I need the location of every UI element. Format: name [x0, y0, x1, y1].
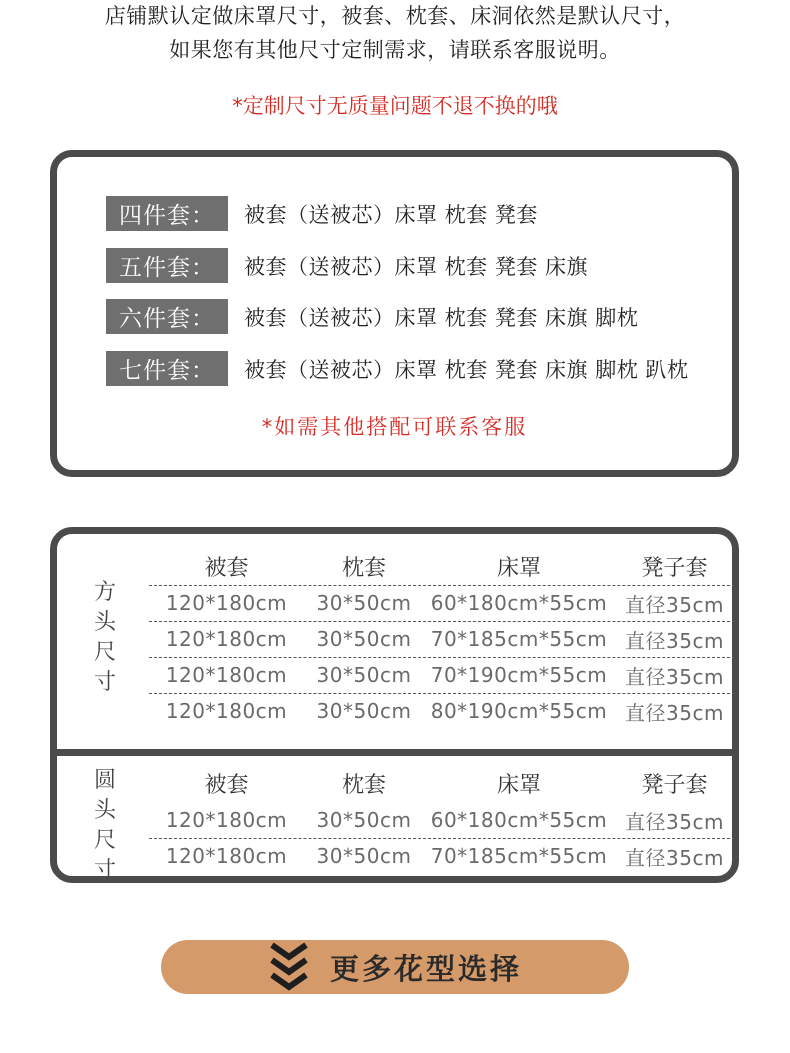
set-badge: 七件套： [106, 351, 228, 386]
set-badge: 四件套： [106, 196, 228, 231]
header-stool-cover: 凳子套 [641, 555, 708, 581]
more-patterns-button[interactable] [161, 940, 629, 994]
intro-line-1: 店铺默认定做床罩尺寸，被套、枕套、床洞依然是默认尺寸， [104, 4, 686, 28]
round-head-size-label: 圆 头 尺 寸 [93, 768, 116, 883]
cell-stool-size: 直径35cm [625, 628, 724, 653]
set-row-seven [106, 351, 688, 386]
cell-bedspread-size: 60*180cm*55cm [430, 808, 608, 832]
more-patterns-label: 更多花型选择 [329, 951, 522, 986]
cell-duvet-size: 120*180cm [165, 591, 288, 615]
header-pillowcase: 枕套 [341, 555, 386, 581]
round-size-table [149, 764, 735, 874]
cell-duvet-size: 120*180cm [165, 808, 288, 832]
header-duvet-cover: 被套 [204, 772, 249, 798]
set-options-card [50, 150, 739, 477]
cell-pillow-size: 30*50cm [316, 808, 412, 832]
cell-bedspread-size: 60*180cm*55cm [430, 591, 608, 615]
cell-pillow-size: 30*50cm [316, 844, 412, 868]
chevron-double-down-icon [268, 941, 310, 993]
table-row [149, 802, 735, 838]
header-pillowcase: 枕套 [341, 772, 386, 798]
table-row [149, 657, 735, 693]
table-row [149, 585, 735, 621]
table-row [149, 621, 735, 657]
cell-duvet-size: 120*180cm [165, 627, 288, 651]
square-head-size-label: 方 头 尺 寸 [93, 580, 116, 695]
header-stool-cover: 凳子套 [641, 772, 708, 798]
square-size-table [149, 547, 735, 729]
cell-pillow-size: 30*50cm [316, 627, 412, 651]
cell-pillow-size: 30*50cm [316, 591, 412, 615]
cell-pillow-size: 30*50cm [316, 699, 412, 723]
cell-duvet-size: 120*180cm [165, 844, 288, 868]
cell-bedspread-size: 70*185cm*55cm [430, 627, 608, 651]
set-badge: 六件套： [106, 299, 228, 334]
header-bedspread: 床罩 [496, 772, 541, 798]
cell-bedspread-size: 70*185cm*55cm [430, 844, 608, 868]
cell-stool-size: 直径35cm [625, 592, 724, 617]
set-badge: 五件套： [106, 248, 228, 283]
cell-stool-size: 直径35cm [625, 664, 724, 689]
set-description: 被套（送被芯）床罩 枕套 凳套 床旗 脚枕 趴枕 [244, 357, 689, 382]
set-row-four [106, 196, 538, 231]
header-bedspread: 床罩 [496, 555, 541, 581]
table-header [149, 547, 735, 585]
cell-bedspread-size: 80*190cm*55cm [430, 699, 608, 723]
set-row-six [106, 299, 638, 334]
set-row-five [106, 248, 588, 283]
set-description: 被套（送被芯）床罩 枕套 凳套 床旗 [244, 254, 589, 279]
set-description: 被套（送被芯）床罩 枕套 凳套 [244, 202, 538, 227]
cell-stool-size: 直径35cm [625, 809, 724, 834]
contact-service-note: *如需其他搭配可联系客服 [261, 415, 528, 439]
size-table-card [50, 527, 739, 883]
set-description: 被套（送被芯）床罩 枕套 凳套 床旗 脚枕 [244, 305, 639, 330]
cell-stool-size: 直径35cm [625, 700, 724, 725]
custom-size-notice: *定制尺寸无质量问题不退不换的哦 [232, 94, 558, 118]
table-header [149, 764, 735, 802]
section-divider [57, 749, 732, 756]
cell-pillow-size: 30*50cm [316, 663, 412, 687]
table-row [149, 838, 735, 874]
table-row [149, 693, 735, 729]
cell-stool-size: 直径35cm [625, 845, 724, 870]
header-duvet-cover: 被套 [204, 555, 249, 581]
intro-line-2: 如果您有其他尺寸定制需求，请联系客服说明。 [169, 38, 621, 62]
cell-bedspread-size: 70*190cm*55cm [430, 663, 608, 687]
cell-duvet-size: 120*180cm [165, 663, 288, 687]
cell-duvet-size: 120*180cm [165, 699, 288, 723]
